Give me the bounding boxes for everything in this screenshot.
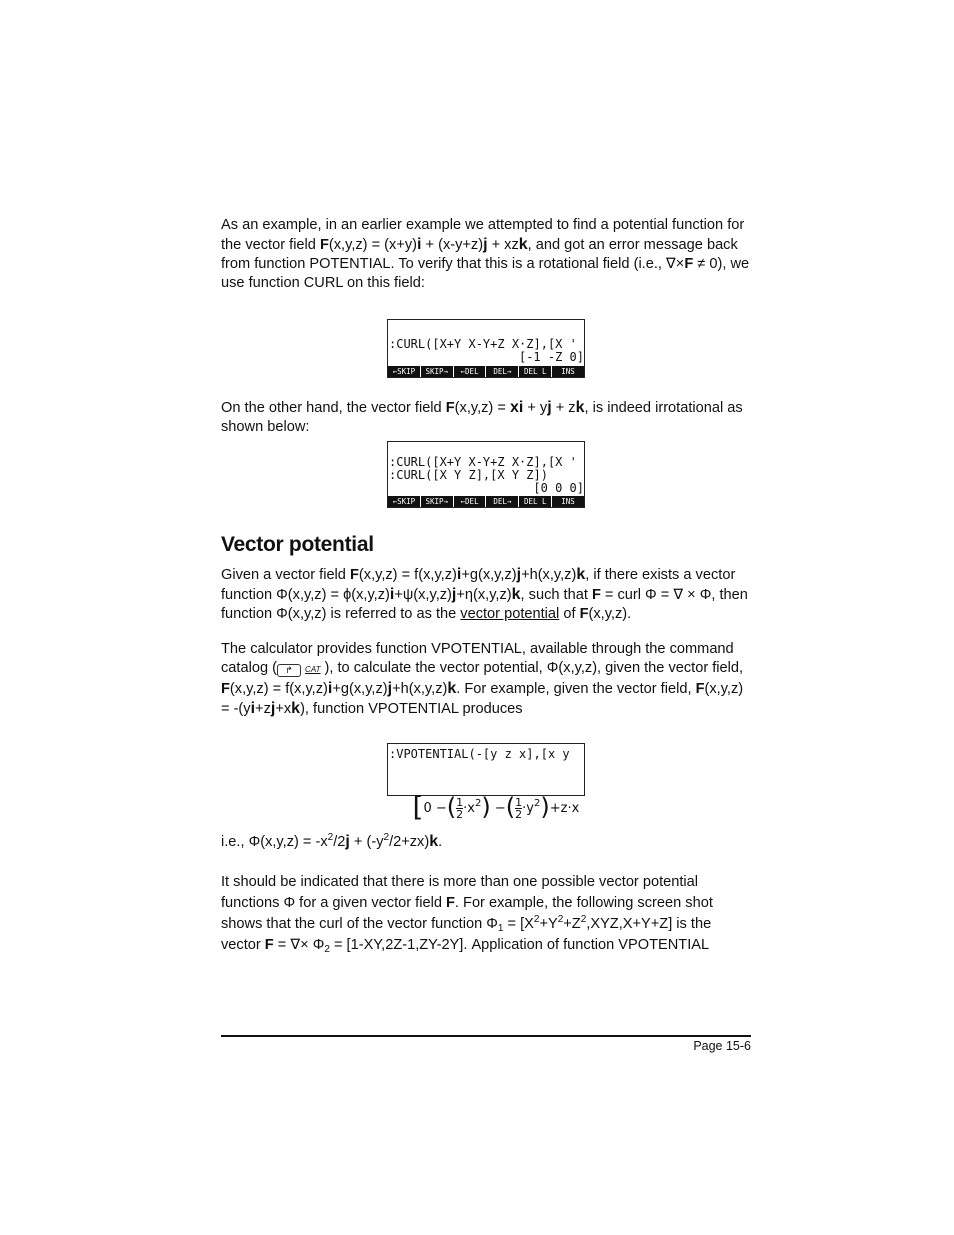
screen1-line2: [-1 -Z 0] [518,350,584,364]
menu-key-del-left: ←DEL [454,366,487,377]
calculator-screen-curl-irrotational [387,441,585,508]
menu-key-ins: INS [561,497,575,506]
vpotential-paragraph: The calculator provides function VPOTENTIAL, available through the command catalog ( ↱ CAT ), to calculate the vector potential, Φ(x,y,z), given the vector field, F(x,y,z) = f(x,y,z)i+g(x,y,z)j+h(x,y,z)k. For example, given the vector field, F(x,y,z) = -(yi+zj+xk), function VPOTENTIAL produces [221,641,744,717]
screen3-line1: :VPOTENTIAL(-[y z x],[x y [389,747,570,761]
section-heading: Vector potential [221,533,374,556]
menu-key-del-line: DEL L [519,366,552,377]
open-bracket: [ [412,790,424,823]
menu-key-del-right: DEL→ [486,496,519,507]
right-shift-key-icon: ↱ [277,664,301,677]
screen3-result: [0 −( $\frac{1}{2}$ $\cdot x^2$) −( $\frac{1}{2}$ $\cdot y^2)+z\cdot x$ [412,790,580,823]
menu-key-skip-right: SKIP→ [421,366,454,377]
menu-key-skip-right: SKIP→ [421,496,454,507]
vector-potential-definition: Given a vector field F(x,y,z) = f(x,y,z)i+g(x,y,z)j+h(x,y,z)k, if there exists a vector function Φ(x,y,z) = ϕ(x,y,z)i+ψ(x,y,z)j+η(x,y,z)k, such that F = curl Φ = ∇ × Φ, then function Φ(x,y,z) is referred to as the vector potential of F(x,y,z). [221,566,748,622]
vector-potential-term: vector potential [460,606,560,622]
non-uniqueness-paragraph: It should be indicated that there is more than one possible vector potential functions Φ for a given vector field F. For example, the following screen shot shows that the curl of the vector function $\Phi_1 = [X^2+Y^2+Z^2,XYZ,X+Y+Z]$ is the vector F = ∇× $\Phi_2 = [1-XY,2Z-1,ZY-2Y]$. Application of function VPOTENTIAL [221,874,713,955]
cat-key-label: CAT [305,665,321,674]
soft-menu-bar [388,496,584,507]
menu-key-del-right: DEL→ [486,366,519,377]
soft-menu-bar [388,366,584,377]
intro-paragraph: As an example, in an earlier example we attempted to find a potential function for the vector field F(x,y,z) = (x+y)i + (x-y+z)j + xzk, and got an error message back from function POTENTIAL. To verify that this is a rotational field (i.e., ∇×F ≠ 0), we use function CURL on this field: [221,217,750,291]
screen2-line1: :CURL([X+Y X-Y+Z X·Z],[X ' [389,455,577,469]
result-paragraph: i.e., $\Phi(x,y,z) = -x^2/2j + (-y^2/2+zx)k$. [221,832,443,850]
calculator-screen-vpotential [387,743,585,823]
footer-rule [221,1035,751,1037]
menu-key-skip-left: ←SKIP [388,496,421,507]
screen2-line2: :CURL([X Y Z],[X Y Z]) [389,468,548,482]
menu-key-del-line: DEL L [519,496,552,507]
irrotational-paragraph: On the other hand, the vector field F(x,y,z) = xi + yj + zk, is indeed irrotational as shown below: [221,399,743,435]
calculator-screen-curl-rotational [387,319,585,378]
screen2-line3: [0 0 0] [533,481,584,495]
page-number: Page 15-6 [693,1039,751,1053]
menu-key-del-left: ←DEL [454,496,487,507]
screen1-line1: :CURL([X+Y X-Y+Z X·Z],[X ' [389,337,577,351]
menu-key-ins: INS [561,367,575,376]
menu-key-skip-left: ←SKIP [388,366,421,377]
